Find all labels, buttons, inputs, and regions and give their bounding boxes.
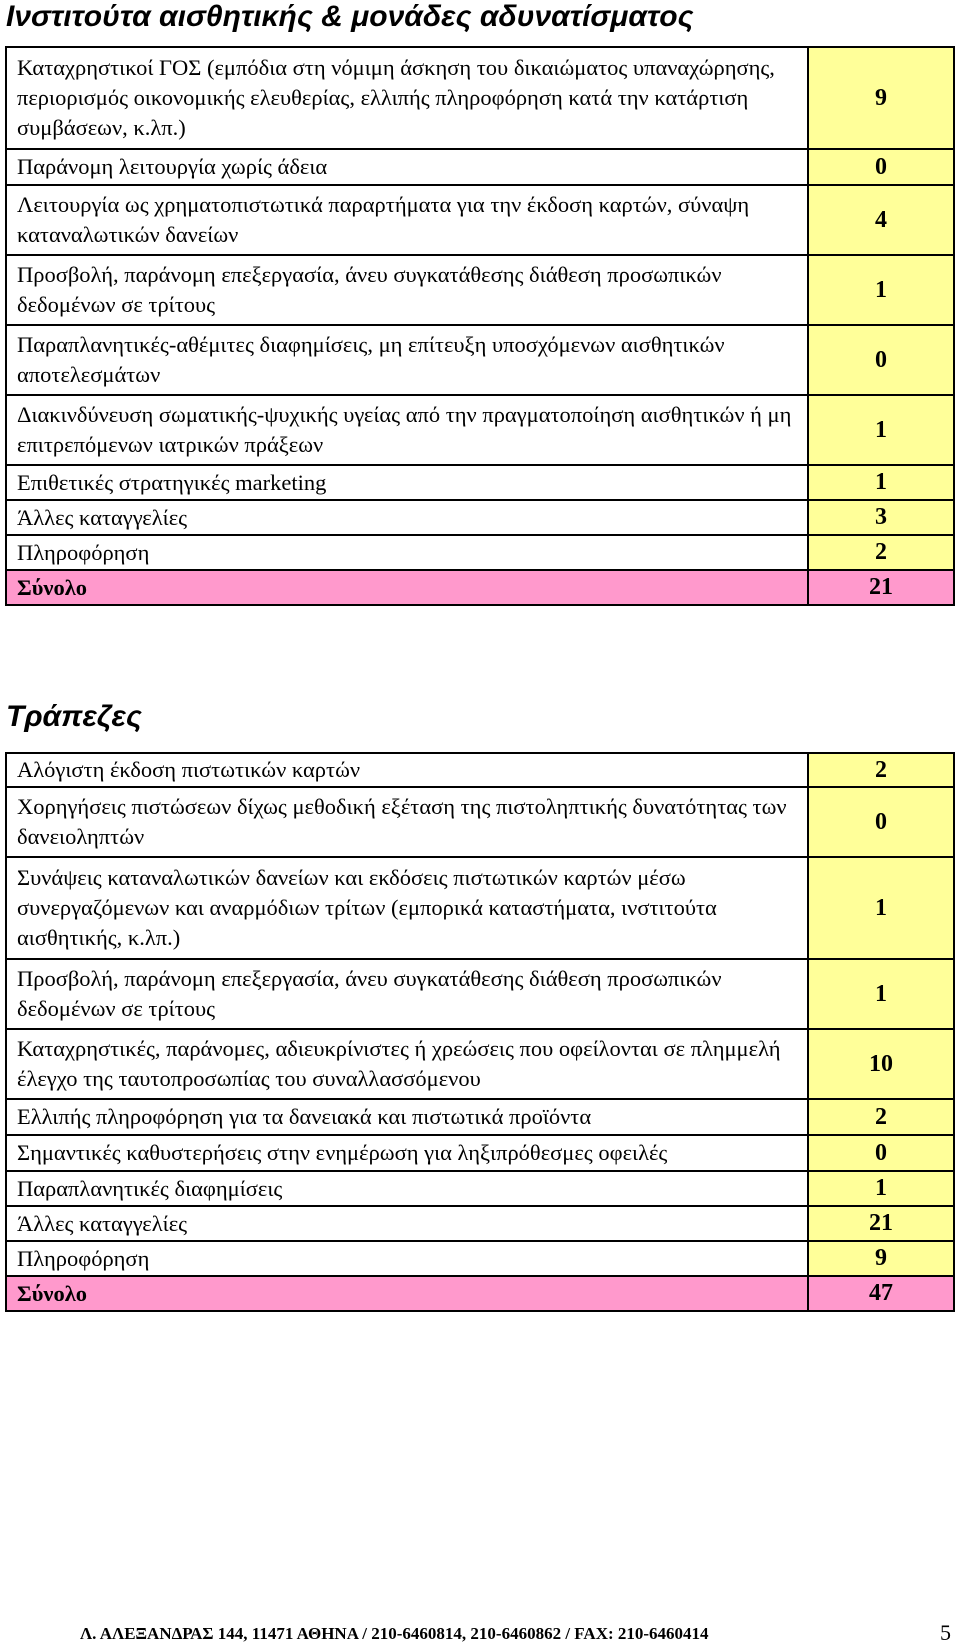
table-row	[6, 959, 954, 1029]
row-label: Άλλες καταγγελίες	[6, 1206, 808, 1241]
table-row	[6, 325, 954, 395]
row-count: 0	[808, 1135, 954, 1171]
row-count: 1	[808, 959, 954, 1029]
page-number: 5	[940, 1620, 951, 1645]
row-label: Λειτουργία ως χρηματοπιστωτικά παραρτήματα για την έκδοση καρτών, σύναψη καταναλωτικών δανείων	[6, 185, 808, 255]
row-label: Άλλες καταγγελίες	[6, 500, 808, 535]
row-count: 0	[808, 325, 954, 395]
row-count: 10	[808, 1029, 954, 1099]
table-row	[6, 753, 954, 787]
total-row	[6, 1276, 954, 1311]
banks-complaints-table	[5, 752, 955, 1312]
row-count: 4	[808, 185, 954, 255]
row-count: 1	[808, 255, 954, 325]
table-row	[6, 395, 954, 465]
table-row	[6, 1171, 954, 1206]
row-label: Καταχρηστικές, παράνομες, αδιευκρίνιστες ή χρεώσεις που οφείλονται σε πλημμελή έλεγχο της ταυτοπροσωπίας του συναλλασσόμενου	[6, 1029, 808, 1099]
row-count: 0	[808, 149, 954, 185]
total-count: 21	[808, 570, 954, 605]
row-label: Παραπλανητικές-αθέμιτες διαφημίσεις, μη επίτευξη υποσχόμενων αισθητικών αποτελεσμάτων	[6, 325, 808, 395]
row-count: 3	[808, 500, 954, 535]
table-row	[6, 255, 954, 325]
row-label: Παράνομη λειτουργία χωρίς άδεια	[6, 149, 808, 185]
row-count: 2	[808, 535, 954, 570]
table-row	[6, 47, 954, 149]
row-count: 1	[808, 857, 954, 959]
table-row	[6, 1099, 954, 1135]
row-label: Συνάψεις καταναλωτικών δανείων και εκδόσεις πιστωτικών καρτών μέσω συνεργαζόμενων και αναρμόδιων τρίτων (εμπορικά καταστήματα, ινστιτούτα αισθητικής, κ.λπ.)	[6, 857, 808, 959]
table-row	[6, 149, 954, 185]
row-label: Πληροφόρηση	[6, 1241, 808, 1276]
row-label: Προσβολή, παράνομη επεξεργασία, άνευ συγκατάθεσης διάθεση προσωπικών δεδομένων σε τρίτους	[6, 255, 808, 325]
row-label: Χορηγήσεις πιστώσεων δίχως μεθοδική εξέταση της πιστοληπτικής δυνατότητας των δανειοληπτών	[6, 787, 808, 857]
row-label: Αλόγιστη έκδοση πιστωτικών καρτών	[6, 753, 808, 787]
table-row	[6, 465, 954, 500]
table-row	[6, 1241, 954, 1276]
footer-address: Λ. ΑΛΕΞΑΝΔΡΑΣ 144, 11471 ΑΘΗΝΑ / 210-6460814, 210-6460862 / FAX: 210-6460414	[80, 1624, 709, 1643]
total-label: Σύνολο	[6, 570, 808, 605]
row-count: 1	[808, 395, 954, 465]
table-row	[6, 787, 954, 857]
table-row	[6, 185, 954, 255]
row-count: 2	[808, 753, 954, 787]
row-label: Προσβολή, παράνομη επεξεργασία, άνευ συγκατάθεσης διάθεση προσωπικών δεδομένων σε τρίτους	[6, 959, 808, 1029]
row-count: 1	[808, 465, 954, 500]
row-count: 2	[808, 1099, 954, 1135]
total-row	[6, 570, 954, 605]
table-row	[6, 535, 954, 570]
section-title-banks: Τράπεζες	[6, 700, 142, 733]
row-count: 1	[808, 1171, 954, 1206]
row-count: 0	[808, 787, 954, 857]
row-label: Καταχρηστικοί ΓΟΣ (εμπόδια στη νόμιμη άσκηση του δικαιώματος υπαναχώρησης, περιορισμός οικονομικής ελευθερίας, ελλιπής πληροφόρηση κατά την κατάρτιση συμβάσεων, κ.λπ.)	[6, 47, 808, 149]
row-count: 9	[808, 47, 954, 149]
total-label: Σύνολο	[6, 1276, 808, 1311]
table-row	[6, 1206, 954, 1241]
row-label: Σημαντικές καθυστερήσεις στην ενημέρωση για ληξιπρόθεσμες οφειλές	[6, 1135, 808, 1171]
row-count: 21	[808, 1206, 954, 1241]
table-row	[6, 1135, 954, 1171]
total-count: 47	[808, 1276, 954, 1311]
row-label: Ελλιπής πληροφόρηση για τα δανειακά και πιστωτικά προϊόντα	[6, 1099, 808, 1135]
aesthetics-complaints-table	[5, 46, 955, 606]
row-count: 9	[808, 1241, 954, 1276]
row-label: Διακινδύνευση σωματικής-ψυχικής υγείας από την πραγματοποίηση αισθητικών ή μη επιτρεπόμενων ιατρικών πράξεων	[6, 395, 808, 465]
table-row	[6, 500, 954, 535]
table-row	[6, 857, 954, 959]
row-label: Παραπλανητικές διαφημίσεις	[6, 1171, 808, 1206]
section-title-aesthetics: Ινστιτούτα αισθητικής & μονάδες αδυνατίσματος	[6, 0, 694, 33]
table-row	[6, 1029, 954, 1099]
row-label: Επιθετικές στρατηγικές marketing	[6, 465, 808, 500]
row-label: Πληροφόρηση	[6, 535, 808, 570]
